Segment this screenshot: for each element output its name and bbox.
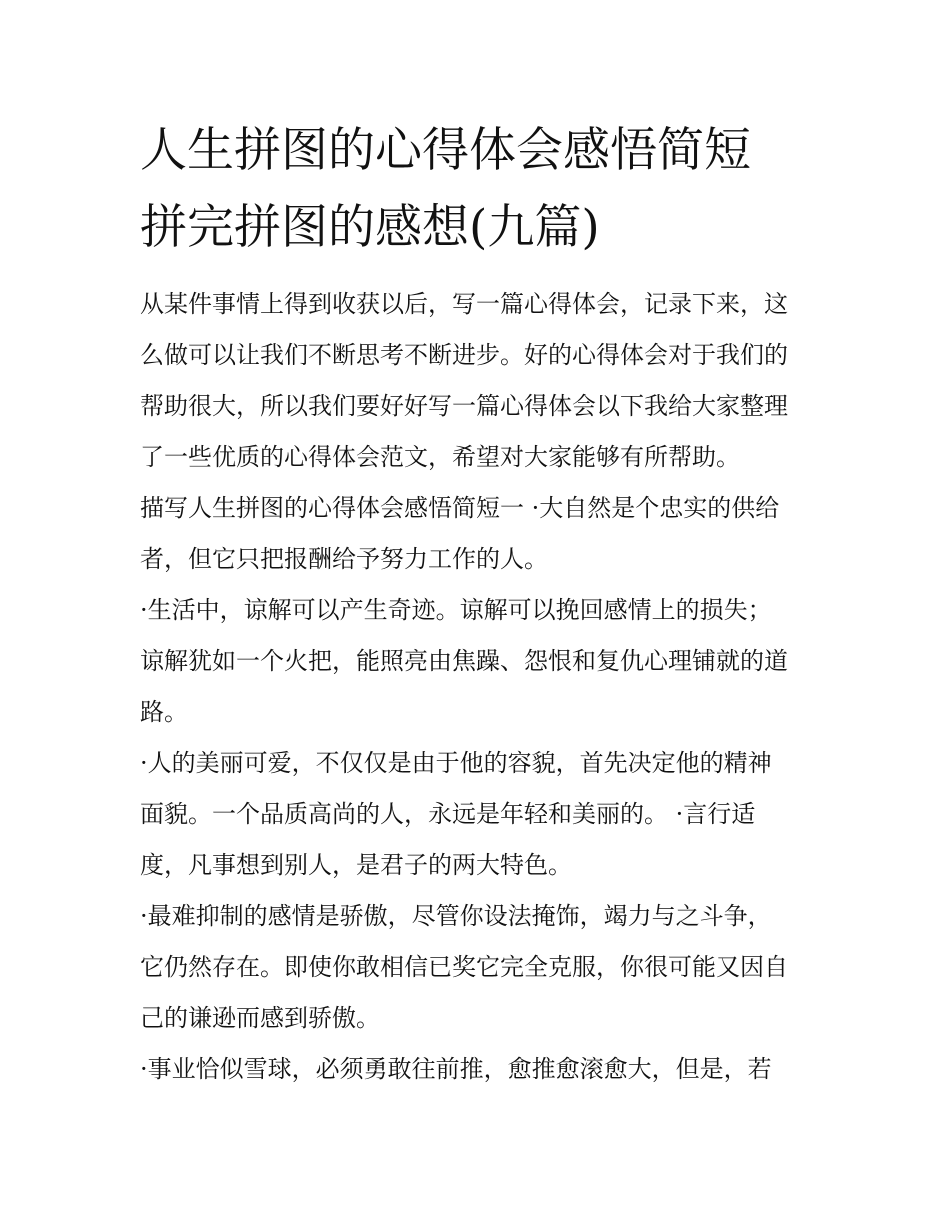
document-body — [140, 279, 820, 1095]
text-line: 面貌。一个品质高尚的人，永远是年轻和美丽的。 ·言行适 — [140, 800, 756, 828]
text-line: ·生活中，谅解可以产生奇迹。谅解可以挽回感情上的损失； — [140, 596, 772, 624]
text-line: 己的谦逊而感到骄傲。 — [140, 1004, 380, 1032]
text-line: ·人的美丽可爱，不仅仅是由于他的容貌，首先决定他的精神 — [140, 749, 772, 777]
text-line: ·事业恰似雪球，必须勇敢往前推，愈推愈滚愈大，但是，若 — [140, 1055, 772, 1083]
text-line: 帮助很大，所以我们要好好写一篇心得体会以下我给大家整理 — [140, 392, 788, 420]
text-line: 度，凡事想到别人，是君子的两大特色。 — [140, 851, 572, 879]
text-line: 从某件事情上得到收获以后，写一篇心得体会，记录下来，这 — [140, 290, 788, 318]
title-line-1: 人生拼图的心得体会感悟简短 — [140, 123, 751, 178]
text-line: ·最难抑制的感情是骄傲，尽管你设法掩饰，竭力与之斗争， — [140, 902, 772, 930]
title-line-2: 拼完拼图的感想(九篇) — [140, 200, 600, 255]
text-line: 谅解犹如一个火把，能照亮由焦躁、怨恨和复仇心理铺就的道 — [140, 647, 788, 675]
document-title — [140, 112, 820, 266]
text-line: 么做可以让我们不断思考不断进步。好的心得体会对于我们的 — [140, 341, 788, 369]
text-line: 它仍然存在。即使你敢相信已奖它完全克服，你很可能又因自 — [140, 953, 788, 981]
text-line: 者，但它只把报酬给予努力工作的人。 — [140, 545, 548, 573]
text-line: 描写人生拼图的心得体会感悟简短一 ·大自然是个忠实的供给 — [140, 494, 780, 522]
text-line: 路。 — [140, 698, 188, 726]
document-page — [140, 112, 820, 1095]
text-line: 了一些优质的心得体会范文，希望对大家能够有所帮助。 — [140, 443, 740, 471]
